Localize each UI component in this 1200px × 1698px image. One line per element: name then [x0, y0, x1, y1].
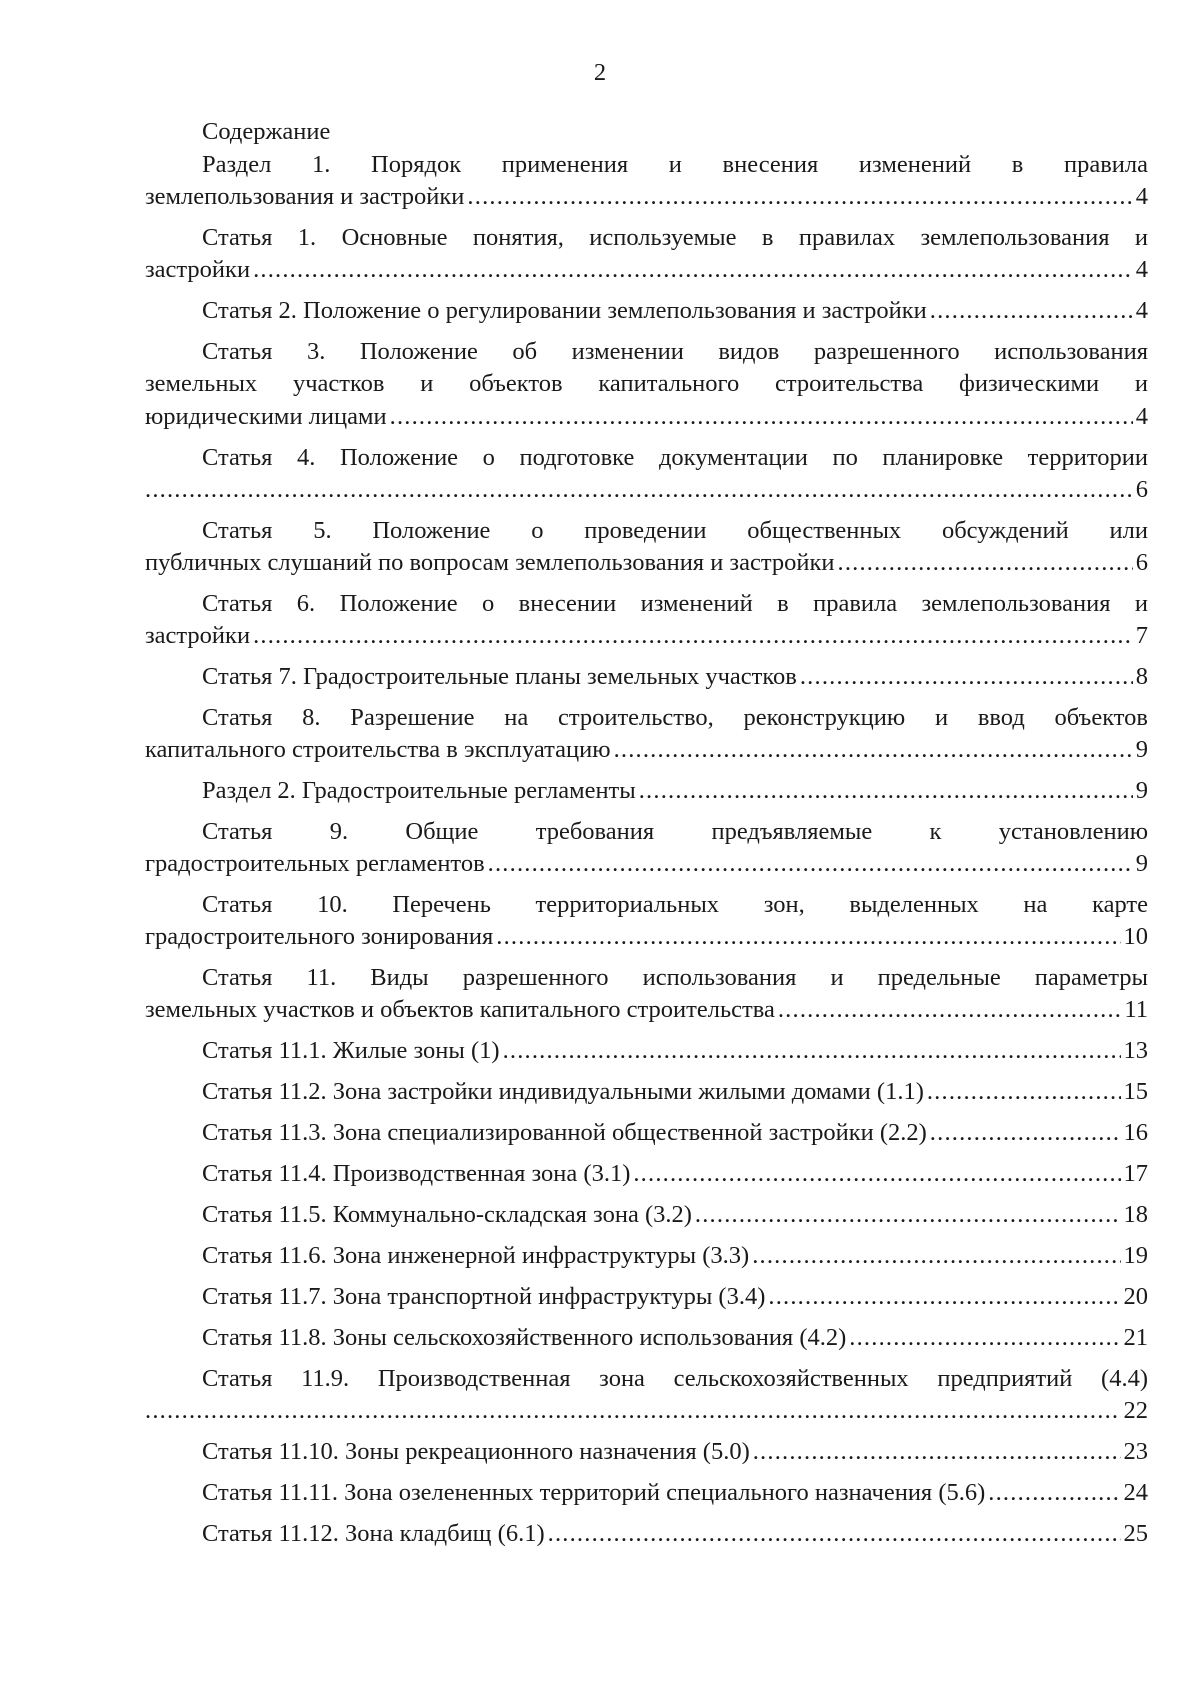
toc-page-number: 4	[1135, 256, 1148, 283]
dot-leader	[145, 474, 1133, 506]
toc-entry[interactable]	[145, 295, 1148, 336]
dot-leader	[390, 401, 1133, 433]
toc-entry-text: капитального строительства в эксплуатацию	[145, 736, 611, 763]
page-number: 2	[593, 59, 607, 86]
toc-entry[interactable]	[145, 442, 1148, 515]
toc-entry-title: Статья 1. Основные понятия, используемые в правилах землепользования и	[202, 224, 1148, 251]
dot-leader	[548, 1518, 1121, 1550]
toc-page-number: 4	[1135, 403, 1148, 430]
dot-leader	[930, 295, 1133, 327]
toc-entry-title: Статья 10. Перечень территориальных зон, выделенных на карте	[202, 891, 1148, 918]
toc-entry-text: земельных участков и объектов капитального строительства	[145, 996, 775, 1023]
dot-leader	[752, 1240, 1120, 1272]
toc-page-number: 13	[1123, 1037, 1148, 1064]
toc-leader-line	[145, 848, 1148, 880]
toc-entry-text: Статья 11.4. Производственная зона (3.1)	[202, 1160, 631, 1187]
toc-entry[interactable]	[145, 1240, 1148, 1281]
dot-leader	[838, 547, 1133, 579]
toc-leader-line	[202, 1518, 1148, 1550]
toc-page-number: 10	[1123, 923, 1148, 950]
toc-entry-title: Статья 5. Положение о проведении общественных обсуждений или	[202, 517, 1148, 544]
toc-leader-line	[202, 1322, 1148, 1354]
toc-entry-text: застройки	[145, 256, 251, 283]
table-of-contents	[145, 116, 1148, 1559]
toc-entry[interactable]	[145, 816, 1148, 889]
dot-leader	[496, 921, 1120, 953]
toc-leader-line	[202, 1035, 1148, 1067]
toc-entry-title: Статья 9. Общие требования предъявляемые к установлению	[202, 818, 1148, 845]
toc-entry-text: градостроительного зонирования	[145, 923, 494, 950]
toc-entry-text: Статья 11.3. Зона специализированной общественной застройки (2.2)	[202, 1119, 927, 1146]
toc-entry-text: юридическими лицами	[145, 403, 387, 430]
toc-leader-line	[202, 661, 1148, 693]
toc-page-number: 19	[1123, 1242, 1148, 1269]
toc-entries	[145, 149, 1148, 1559]
toc-entry[interactable]	[145, 1076, 1148, 1117]
toc-page-number: 25	[1123, 1520, 1148, 1547]
toc-entry[interactable]	[145, 515, 1148, 588]
toc-entry-text: Статья 11.8. Зоны сельскохозяйственного использования (4.2)	[202, 1324, 847, 1351]
dot-leader	[503, 1035, 1121, 1067]
dot-leader	[488, 848, 1133, 880]
toc-entry[interactable]	[145, 336, 1148, 442]
toc-entry[interactable]	[145, 588, 1148, 661]
toc-leader-line	[202, 775, 1148, 807]
toc-entry-text: Раздел 2. Градостроительные регламенты	[202, 777, 636, 804]
toc-entry[interactable]	[145, 702, 1148, 775]
toc-entry[interactable]	[145, 1281, 1148, 1322]
toc-page-number: 18	[1123, 1201, 1148, 1228]
dot-leader	[768, 1281, 1120, 1313]
toc-page-number: 24	[1123, 1479, 1148, 1506]
toc-entry-title: Статья 4. Положение о подготовке документации по планировке территории	[202, 444, 1148, 471]
dot-leader	[145, 1395, 1121, 1427]
toc-page-number: 4	[1135, 297, 1148, 324]
toc-heading: Содержание	[202, 118, 331, 145]
toc-entry[interactable]	[145, 1436, 1148, 1477]
toc-leader-line	[145, 547, 1148, 579]
toc-page-number: 7	[1135, 622, 1148, 649]
dot-leader	[927, 1076, 1121, 1108]
toc-entry-text: землепользования и застройки	[145, 183, 465, 210]
toc-entry-text: Статья 11.6. Зона инженерной инфраструктуры (3.3)	[202, 1242, 750, 1269]
dot-leader	[753, 1436, 1121, 1468]
toc-entry[interactable]	[145, 1363, 1148, 1436]
toc-entry-text: застройки	[145, 622, 251, 649]
toc-entry[interactable]	[145, 149, 1148, 222]
toc-leader-line	[202, 295, 1148, 327]
dot-leader	[930, 1117, 1121, 1149]
toc-leader-line	[145, 994, 1148, 1026]
toc-entry-title: Статья 3. Положение об изменении видов разрешенного использования земельных участков и объектов капитального строительства физическими и	[145, 338, 1148, 397]
toc-page-number: 6	[1135, 476, 1148, 503]
toc-leader-line	[202, 1158, 1148, 1190]
toc-leader-line	[145, 921, 1148, 953]
toc-entry[interactable]	[145, 1518, 1148, 1559]
toc-entry-text: Статья 2. Положение о регулировании землепользования и застройки	[202, 297, 927, 324]
toc-entry-text: Статья 11.12. Зона кладбищ (6.1)	[202, 1520, 545, 1547]
toc-entry-text: публичных слушаний по вопросам землепользования и застройки	[145, 549, 835, 576]
toc-leader-line	[202, 1477, 1148, 1509]
toc-entry-title: Раздел 1. Порядок применения и внесения изменений в правила	[202, 151, 1148, 178]
toc-entry[interactable]	[145, 1477, 1148, 1518]
dot-leader	[467, 181, 1132, 213]
toc-entry[interactable]	[145, 1322, 1148, 1363]
toc-page-number: 9	[1135, 777, 1148, 804]
toc-page-number: 4	[1135, 183, 1148, 210]
toc-leader-line	[145, 181, 1148, 213]
toc-leader-line	[145, 401, 1148, 433]
toc-leader-line	[202, 1436, 1148, 1468]
toc-page-number: 22	[1123, 1397, 1148, 1424]
toc-entry-text: градостроительных регламентов	[145, 850, 485, 877]
toc-page-number: 23	[1123, 1438, 1148, 1465]
dot-leader	[988, 1477, 1120, 1509]
toc-entry-text: Статья 11.5. Коммунально-складская зона (3.2)	[202, 1201, 692, 1228]
toc-leader-line	[202, 1076, 1148, 1108]
dot-leader	[614, 734, 1133, 766]
dot-leader	[800, 661, 1133, 693]
toc-leader-line	[202, 1240, 1148, 1272]
toc-entry[interactable]	[145, 1158, 1148, 1199]
dot-leader	[639, 775, 1133, 807]
toc-leader-line	[145, 620, 1148, 652]
dot-leader	[253, 620, 1133, 652]
toc-entry-title: Статья 11.9. Производственная зона сельскохозяйственных предприятий (4.4)	[202, 1365, 1148, 1392]
toc-entry[interactable]	[145, 661, 1148, 702]
toc-page-number: 21	[1123, 1324, 1148, 1351]
toc-leader-line	[145, 254, 1148, 286]
toc-entry-title: Статья 11. Виды разрешенного использования и предельные параметры	[202, 964, 1148, 991]
toc-page-number: 9	[1135, 736, 1148, 763]
toc-leader-line	[145, 734, 1148, 766]
dot-leader	[849, 1322, 1120, 1354]
toc-page-number: 11	[1124, 996, 1148, 1023]
toc-entry-title: Статья 6. Положение о внесении изменений в правила землепользования и	[202, 590, 1148, 617]
toc-entry[interactable]	[145, 1199, 1148, 1240]
toc-entry[interactable]	[145, 1035, 1148, 1076]
toc-leader-line	[202, 1281, 1148, 1313]
toc-entry[interactable]	[145, 775, 1148, 816]
toc-entry[interactable]	[145, 889, 1148, 962]
dot-leader	[695, 1199, 1121, 1231]
toc-page-number: 15	[1123, 1078, 1148, 1105]
toc-page-number: 6	[1135, 549, 1148, 576]
dot-leader	[778, 994, 1122, 1026]
toc-entry-text: Статья 7. Градостроительные планы земельных участков	[202, 663, 797, 690]
toc-leader-line	[202, 1117, 1148, 1149]
toc-page-number: 17	[1123, 1160, 1148, 1187]
toc-page-number: 8	[1135, 663, 1148, 690]
toc-entry[interactable]	[145, 1117, 1148, 1158]
dot-leader	[253, 254, 1133, 286]
toc-entry-text: Статья 11.2. Зона застройки индивидуальными жилыми домами (1.1)	[202, 1078, 924, 1105]
dot-leader	[633, 1158, 1120, 1190]
toc-entry-text: Статья 11.1. Жилые зоны (1)	[202, 1037, 500, 1064]
toc-entry-title: Статья 8. Разрешение на строительство, реконструкцию и ввод объектов	[202, 704, 1148, 731]
toc-entry-text: Статья 11.7. Зона транспортной инфраструктуры (3.4)	[202, 1283, 766, 1310]
toc-entry[interactable]	[145, 962, 1148, 1035]
toc-page-number: 9	[1135, 850, 1148, 877]
toc-leader-line	[202, 1199, 1148, 1231]
toc-entry-text: Статья 11.10. Зоны рекреационного назначения (5.0)	[202, 1438, 750, 1465]
toc-page-number: 20	[1123, 1283, 1148, 1310]
toc-page-number: 16	[1123, 1119, 1148, 1146]
toc-leader-line	[145, 1395, 1148, 1427]
toc-entry[interactable]	[145, 222, 1148, 295]
toc-leader-line	[145, 474, 1148, 506]
toc-entry-text: Статья 11.11. Зона озелененных территорий специального назначения (5.6)	[202, 1479, 986, 1506]
